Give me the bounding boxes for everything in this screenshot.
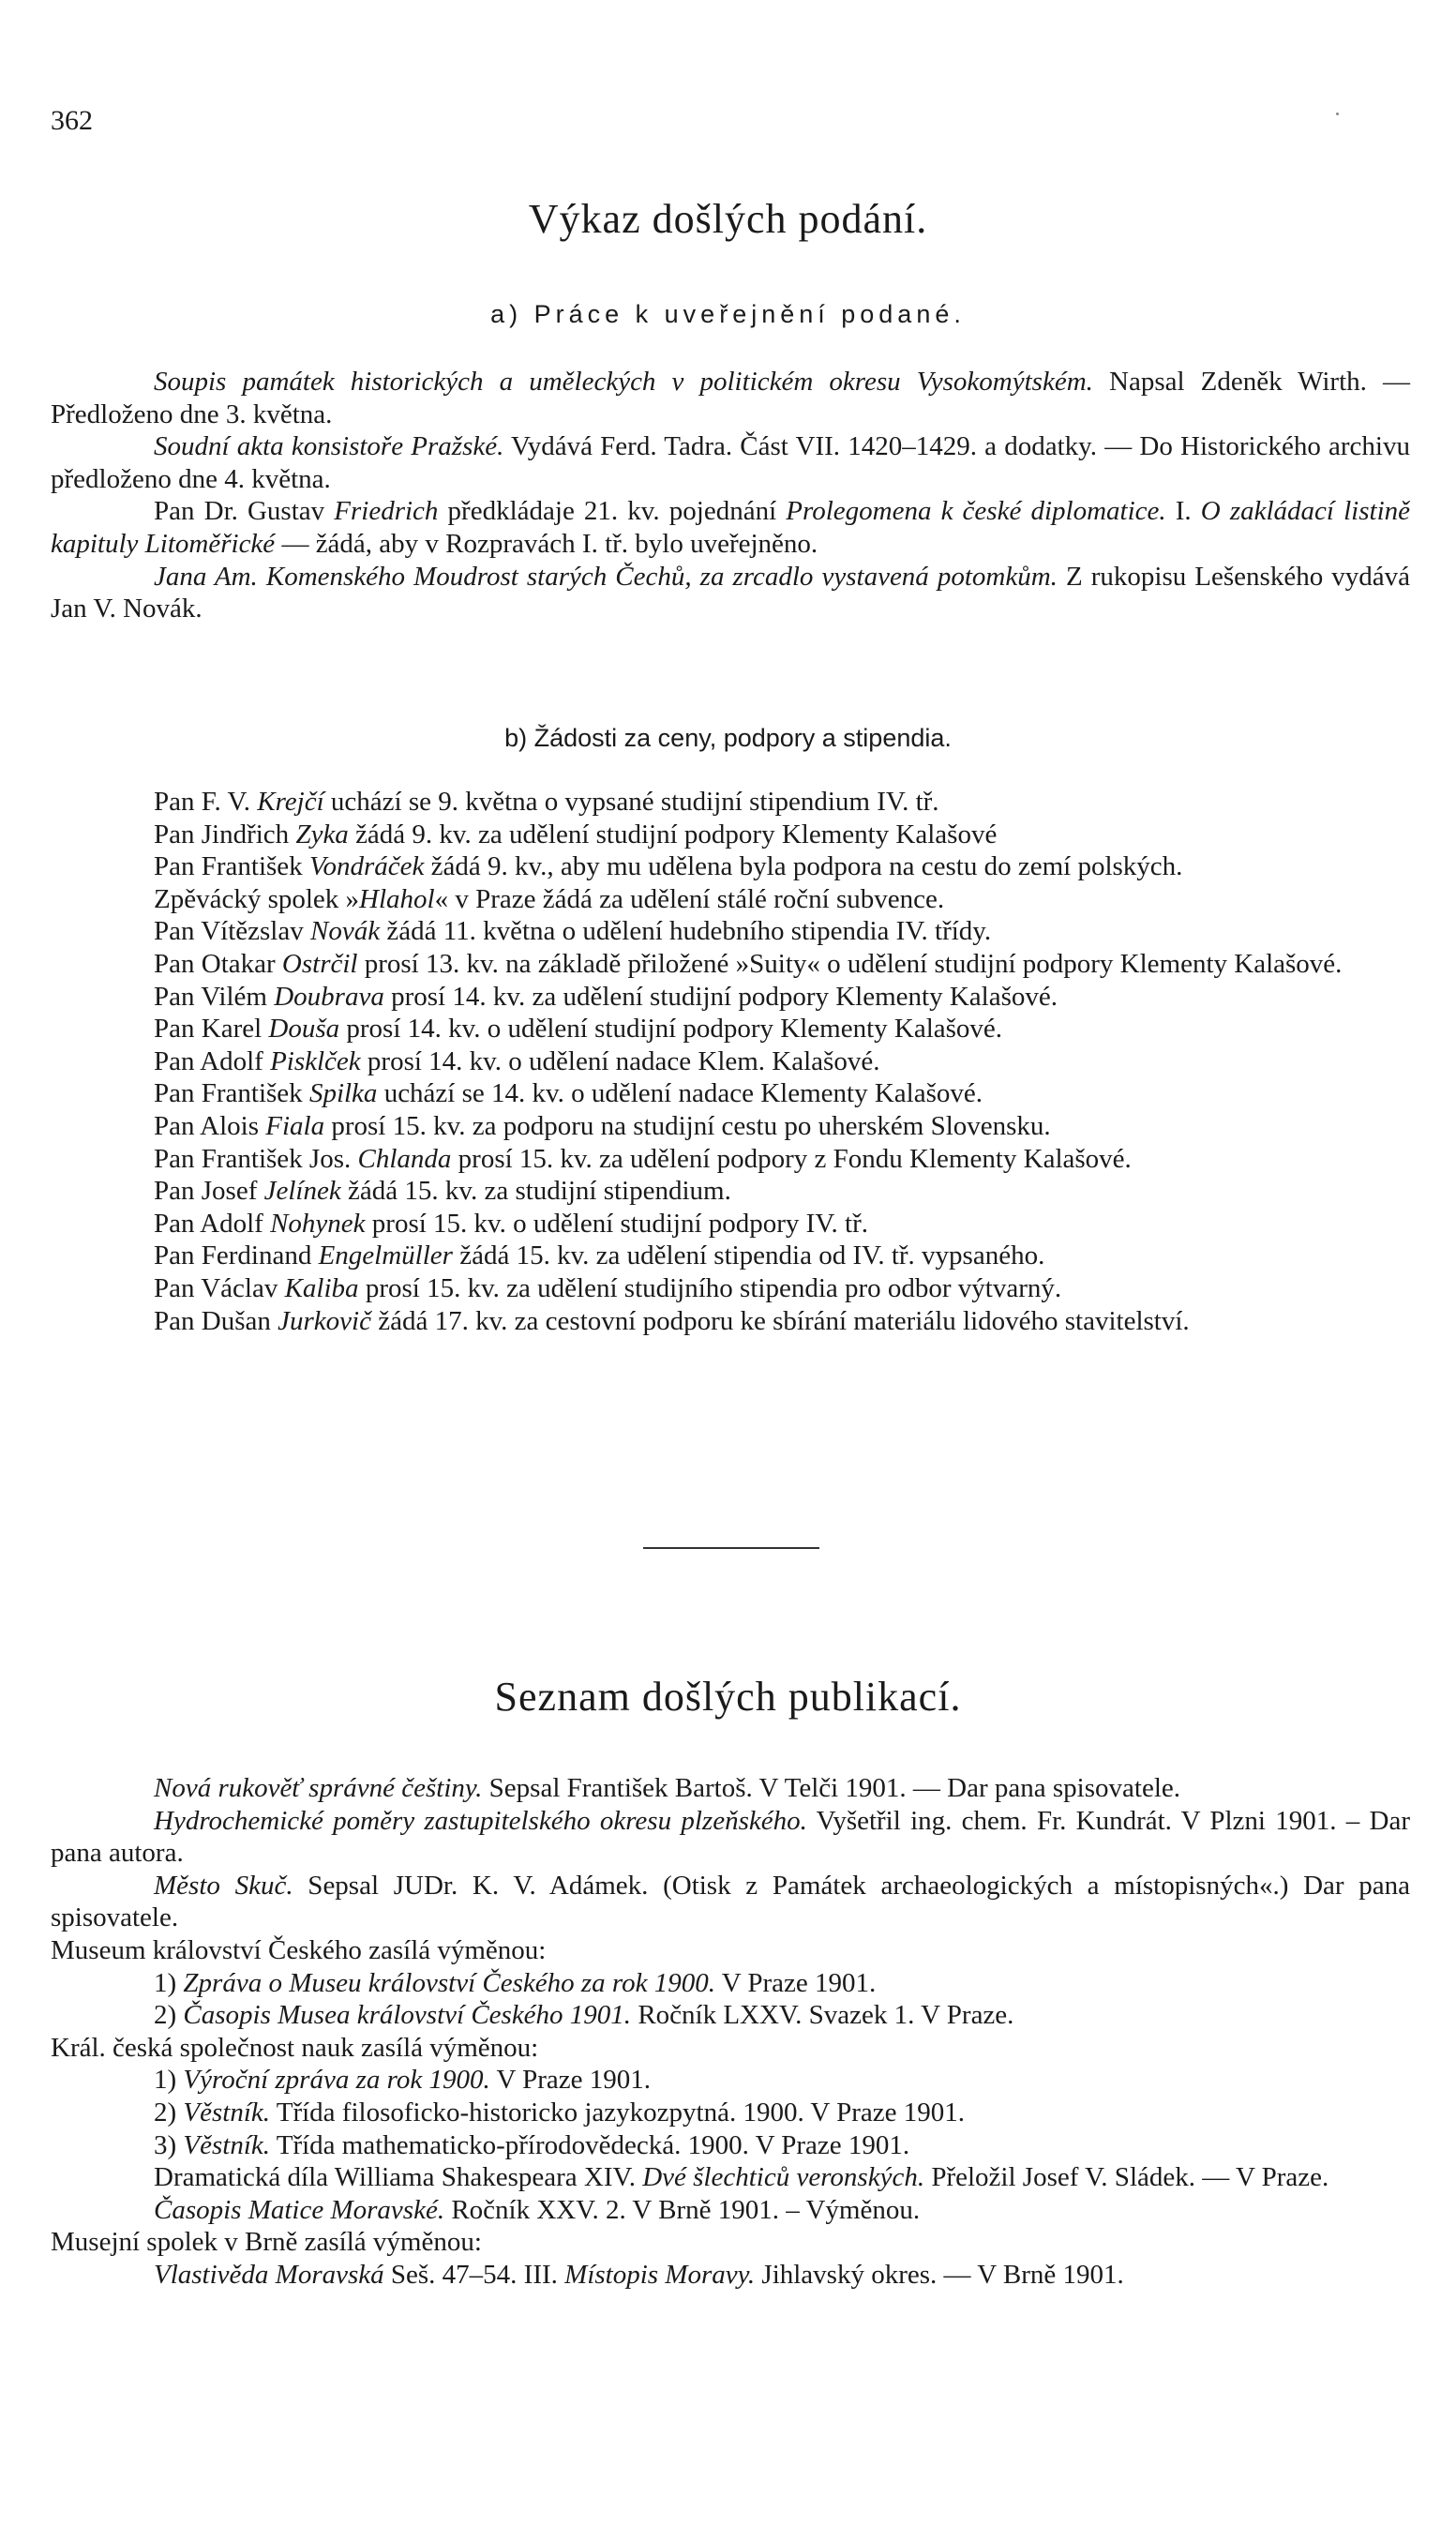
- text-run: Pan František Jos.: [154, 1143, 358, 1174]
- request-entry: [51, 1305, 1410, 1338]
- works-for-publication-list: [51, 366, 1410, 625]
- publication-entry: [51, 1772, 1410, 1805]
- italic-title-text: Časopis Matice Moravské.: [154, 2194, 445, 2225]
- text-run: Pan Adolf: [154, 1045, 271, 1076]
- italic-title-text: Friedrich: [334, 496, 439, 527]
- request-entry: [51, 915, 1410, 948]
- submission-entry: [51, 366, 1410, 430]
- italic-title-text: Doubrava: [274, 981, 384, 1012]
- request-entry: [51, 883, 1410, 916]
- text-run: Vydává Ferd. Tadra. Část VII. 1420–1429. a dodatky. — Do Historického archivu předloženo dne 4. května.: [51, 431, 1410, 494]
- publication-entry: [51, 2161, 1410, 2194]
- request-entry: [51, 1077, 1410, 1110]
- text-run: Sepsal František Bartoš. V Telči 1901. — Dar pana spisovatele.: [482, 1773, 1181, 1803]
- publication-entry: [51, 2129, 1410, 2162]
- publication-entry: [51, 2032, 1410, 2065]
- publication-entry: [51, 2064, 1410, 2097]
- request-entry: [51, 850, 1410, 883]
- publication-entry: [51, 1934, 1410, 1967]
- text-run: žádá 15. kv. za studijní stipendium.: [340, 1176, 731, 1207]
- request-entry: [51, 1110, 1410, 1143]
- italic-title-text: Soudní akta konsistoře Pražské.: [154, 431, 504, 462]
- italic-title-text: Engelmüller: [318, 1240, 453, 1271]
- text-run: Pan Dušan: [154, 1305, 278, 1336]
- request-entry: [51, 1045, 1410, 1078]
- italic-title-text: Dvé šlechticů veronských.: [642, 2162, 925, 2193]
- text-run: Pan Vítězslav: [154, 916, 310, 947]
- text-run: Pan Alois: [154, 1110, 266, 1141]
- text-run: 1): [154, 2065, 184, 2096]
- text-run: Vyšetřil ing. chem. Fr. Kundrát. V Plzni 1901. – Dar pana autora.: [51, 1805, 1410, 1869]
- text-run: Musejní spolek v Brně zasílá výměnou:: [51, 2227, 482, 2258]
- text-run: V Praze 1901.: [489, 2065, 652, 2096]
- text-run: Pan Vilém: [154, 981, 275, 1012]
- text-run: Král. česká společnost nauk zasílá výměnou:: [51, 2032, 539, 2063]
- text-run: uchází se 14. kv. o udělení nadace Klementy Kalašové.: [377, 1078, 983, 1109]
- publication-entry: [51, 1870, 1410, 1934]
- italic-title-text: Věstník.: [183, 2129, 271, 2160]
- italic-title-text: Město Skuč.: [154, 1870, 293, 1901]
- italic-title-text: Chlanda: [357, 1143, 452, 1174]
- publication-entry: [51, 1805, 1410, 1870]
- request-entry: [51, 1240, 1410, 1272]
- italic-title-text: Fiala: [265, 1110, 325, 1141]
- text-run: žádá 15. kv. za udělení stipendia od IV. tř. vypsaného.: [452, 1240, 1045, 1271]
- italic-title-text: Nohynek: [270, 1208, 366, 1239]
- text-run: Pan Karel: [154, 1014, 269, 1045]
- requests-list: [51, 786, 1410, 1337]
- italic-title-text: Vondráček: [308, 851, 425, 882]
- text-run: Dramatická díla Williama Shakespeara XIV.: [154, 2162, 643, 2193]
- text-run: prosí 15. kv. za udělení studijního stipendia pro odbor výtvarný.: [358, 1272, 1062, 1303]
- publication-entry: [51, 1999, 1410, 2032]
- text-run: Z rukopisu Lešenského vydává Jan V. Novák.: [51, 561, 1411, 624]
- section-title-publications: Seznam došlých publikací.: [494, 1674, 962, 1720]
- italic-title-text: Výroční zpráva za rok 1900.: [183, 2065, 490, 2096]
- text-run: Seš. 47–54. III.: [383, 2259, 565, 2290]
- italic-title-text: Spilka: [308, 1078, 378, 1109]
- text-run: prosí 15. kv. o udělení studijní podpory IV. tř.: [365, 1208, 869, 1239]
- text-run: prosí 15. kv. za podporu na studijní cestu po uherském Slovensku.: [324, 1110, 1051, 1141]
- submission-entry: [51, 561, 1410, 625]
- text-run: 2): [154, 2097, 184, 2128]
- text-run: Pan František: [154, 851, 309, 882]
- publication-entry: [51, 1967, 1410, 2000]
- text-run: Pan Adolf: [154, 1208, 271, 1239]
- italic-title-text: Zyka: [295, 819, 349, 850]
- italic-title-text: Kaliba: [284, 1272, 359, 1303]
- subheading-requests-for-prizes: b) Žádosti za ceny, podpory a stipendia.: [504, 724, 952, 752]
- request-entry: [51, 1013, 1410, 1045]
- scan-speck: [1336, 113, 1339, 115]
- request-entry: [51, 1208, 1410, 1240]
- italic-title-text: Pisklček: [270, 1045, 361, 1076]
- text-run: « v Praze žádá za udělení stálé roční subvence.: [434, 883, 945, 914]
- request-entry: [51, 786, 1410, 819]
- text-run: Sepsal JUDr. K. V. Adámek. (Otisk z Památek archaeologických a místopisných«.) Dar pana spisovatele.: [51, 1870, 1410, 1933]
- italic-title-text: Místopis Moravy.: [564, 2259, 756, 2290]
- publication-entry: [51, 2097, 1410, 2129]
- italic-title-text: Jelínek: [263, 1176, 341, 1207]
- italic-title-text: Prolegomena k české diplomatice.: [786, 496, 1166, 527]
- text-run: žádá 9. kv. za udělení studijní podpory Klementy Kalašové: [348, 819, 998, 850]
- text-run: 1): [154, 1967, 184, 1998]
- publication-entry: [51, 2259, 1410, 2292]
- italic-title-text: Jana Am. Komenského Moudrost starých Čechů, za zrcadlo vystavená potomkům.: [154, 561, 1058, 592]
- text-run: Pan František: [154, 1078, 309, 1109]
- text-run: Zpěvácký spolek »: [154, 883, 360, 914]
- italic-title-text: Soupis památek historických a uměleckých v politickém okresu Vysokomýtském.: [154, 367, 1093, 397]
- text-run: Pan Ferdinand: [154, 1240, 319, 1271]
- text-run: Přeložil Josef V. Sládek. — V Praze.: [924, 2162, 1329, 2193]
- request-entry: [51, 1143, 1410, 1176]
- italic-title-text: Věstník.: [183, 2097, 271, 2128]
- request-entry: [51, 1175, 1410, 1208]
- text-run: I.: [1165, 496, 1201, 527]
- text-run: Pan F. V.: [154, 787, 258, 817]
- request-entry: [51, 981, 1410, 1014]
- request-entry: [51, 1272, 1410, 1305]
- text-run: žádá 17. kv. za cestovní podporu ke sbírání materiálu lidového stavitelství.: [370, 1305, 1190, 1336]
- text-run: Jihlavský okres. — V Brně 1901.: [755, 2259, 1124, 2290]
- italic-title-text: Časopis Musea království Českého 1901.: [183, 2000, 632, 2031]
- text-run: Pan Dr. Gustav: [154, 496, 335, 527]
- text-run: prosí 13. kv. na základě přiložené »Suity« o udělení studijní podpory Klementy Kalašové.: [357, 948, 1343, 979]
- text-run: — žádá, aby v Rozpravách I. tř. bylo uveřejněno.: [275, 528, 818, 559]
- italic-title-text: Zpráva o Museu království Českého za rok 1900.: [183, 1967, 715, 1998]
- text-run: Třída filosoficko-historicko jazykozpytná. 1900. V Praze 1901.: [270, 2097, 965, 2128]
- text-run: V Praze 1901.: [715, 1967, 877, 1998]
- submission-entry: [51, 495, 1410, 560]
- text-run: Pan Václav: [154, 1272, 285, 1303]
- text-run: předkládaje 21. kv. pojednání: [438, 496, 787, 527]
- text-run: Třída mathematicko-přírodovědecká. 1900. V Praze 1901.: [270, 2129, 910, 2160]
- text-run: Pan Josef: [154, 1176, 264, 1207]
- text-run: prosí 14. kv. o udělení studijní podpory Klementy Kalašové.: [339, 1014, 1003, 1045]
- submission-entry: [51, 430, 1410, 495]
- text-run: žádá 11. května o udělení hudebního stipendia IV. třídy.: [380, 916, 992, 947]
- text-run: Museum království Českého zasílá výměnou:: [51, 1934, 547, 1965]
- text-run: 3): [154, 2129, 184, 2160]
- italic-title-text: Vlastivěda Moravská: [154, 2259, 384, 2290]
- text-run: Napsal Zdeněk Wirth. — Předloženo dne 3. května.: [51, 367, 1410, 429]
- text-run: uchází se 9. května o vypsané studijní stipendium IV. tř.: [323, 787, 939, 817]
- text-run: Ročník XXV. 2. V Brně 1901. – Výměnou.: [444, 2194, 921, 2225]
- page-number: 362: [51, 105, 93, 136]
- text-run: prosí 15. kv. za udělení podpory z Fondu Klementy Kalašové.: [451, 1143, 1132, 1174]
- publication-entry: [51, 2226, 1410, 2259]
- text-run: prosí 14. kv. za udělení studijní podpory Klementy Kalašové.: [383, 981, 1058, 1012]
- italic-title-text: Nová rukověť správné češtiny.: [154, 1773, 483, 1803]
- italic-title-text: Novák: [310, 916, 381, 947]
- italic-title-text: O zakládací listině kapituly Litoměřické: [51, 496, 1410, 559]
- text-run: žádá 9. kv., aby mu udělena byla podpora na cestu do zemí polských.: [424, 851, 1183, 882]
- request-entry: [51, 819, 1410, 851]
- request-entry: [51, 948, 1410, 981]
- publication-entry: [51, 2194, 1410, 2227]
- italic-title-text: Douša: [268, 1014, 340, 1045]
- italic-title-text: Hydrochemické poměry zastupitelského okresu plzeňského.: [154, 1805, 807, 1836]
- subheading-works-for-publication: a) Práce k uveřejnění podané.: [490, 300, 966, 328]
- text-run: 2): [154, 2000, 184, 2031]
- text-run: Pan Otakar: [154, 948, 282, 979]
- text-run: Ročník LXXV. Svazek 1. V Praze.: [631, 2000, 1014, 2031]
- italic-title-text: Krejčí: [257, 787, 324, 817]
- text-run: Pan Jindřich: [154, 819, 296, 850]
- publications-list: [51, 1772, 1410, 2292]
- italic-title-text: Jurkovič: [278, 1305, 371, 1336]
- italic-title-text: Ostrčil: [281, 948, 358, 979]
- section-title-submissions: Výkaz došlých podání.: [528, 196, 928, 242]
- italic-title-text: Hlahol: [359, 883, 435, 914]
- text-run: prosí 14. kv. o udělení nadace Klem. Kalašové.: [360, 1045, 880, 1076]
- section-divider: [643, 1547, 819, 1549]
